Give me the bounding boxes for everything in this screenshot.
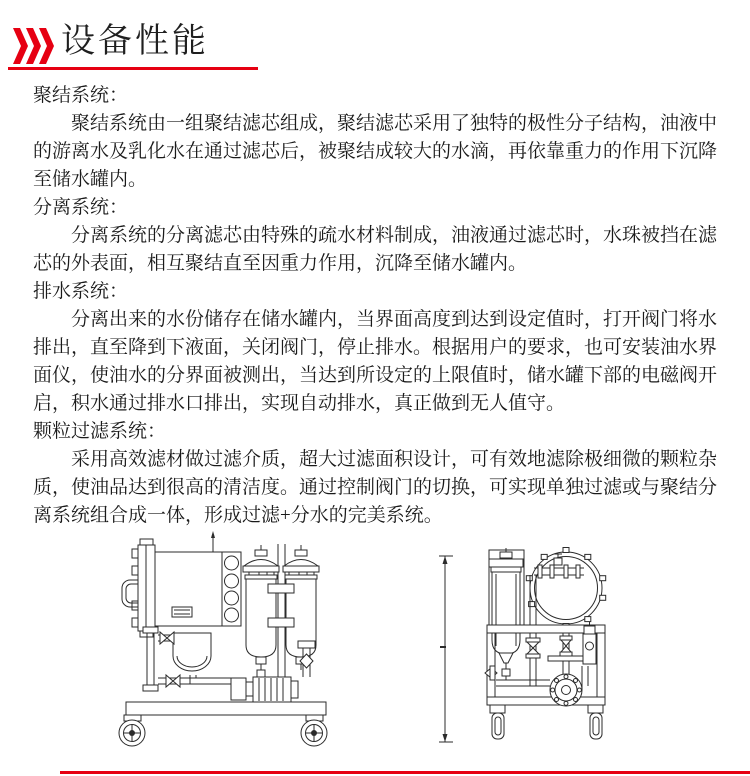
body-text bbox=[33, 82, 717, 530]
section-body-coalescing: 聚结系统由一组聚结滤芯组成，聚结滤芯采用了独特的极性分子结构，油液中的游离水及乳化水在通过滤芯后，被聚结成较大的水滴，再依靠重力的作用下沉降至储水罐内。 bbox=[33, 113, 718, 190]
section-body-particle-filtration: 采用高效滤材做过滤介质，超大过滤面积设计，可有效地滤除极细微的颗粒杂质，使油品达到很高的清洁度。通过控制阀门的切换，可实现单独过滤或与聚结分离系统组合成一体，形成过滤+分水的完美系统。 bbox=[33, 449, 718, 526]
oil-purifier-side-view-drawing bbox=[110, 528, 355, 753]
footer-rule bbox=[60, 771, 750, 774]
section-heading-drainage: 排水系统： bbox=[33, 281, 129, 302]
triple-chevron-right-icon bbox=[13, 28, 57, 64]
section-body-separation: 分离系统的分离滤芯由特殊的疏水材料制成，油液通过滤芯时，水珠被挡在滤芯的外表面，相互聚结直至因重力作用，沉降至储水罐内。 bbox=[33, 225, 718, 274]
section-heading-particle-filtration: 颗粒过滤系统： bbox=[33, 421, 167, 442]
section-heading-coalescing: 聚结系统： bbox=[33, 85, 129, 106]
page-title: 设备性能 bbox=[61, 22, 209, 60]
title-underline bbox=[8, 67, 258, 70]
section-heading-separation: 分离系统： bbox=[33, 197, 129, 218]
section-body-drainage: 分离出来的水份储存在储水罐内，当界面高度到达到设定值时，打开阀门将水排出，直至降到下液面，关闭阀门，停止排水。根据用户的要求，也可安装油水界面仪，使油水的分界面被测出，当达到所设定的上限值时，储水罐下部的电磁阀开启，积水通过排水口排出，实现自动排水，真正做到无人值守。 bbox=[33, 309, 718, 414]
oil-purifier-end-view-drawing bbox=[438, 546, 616, 750]
